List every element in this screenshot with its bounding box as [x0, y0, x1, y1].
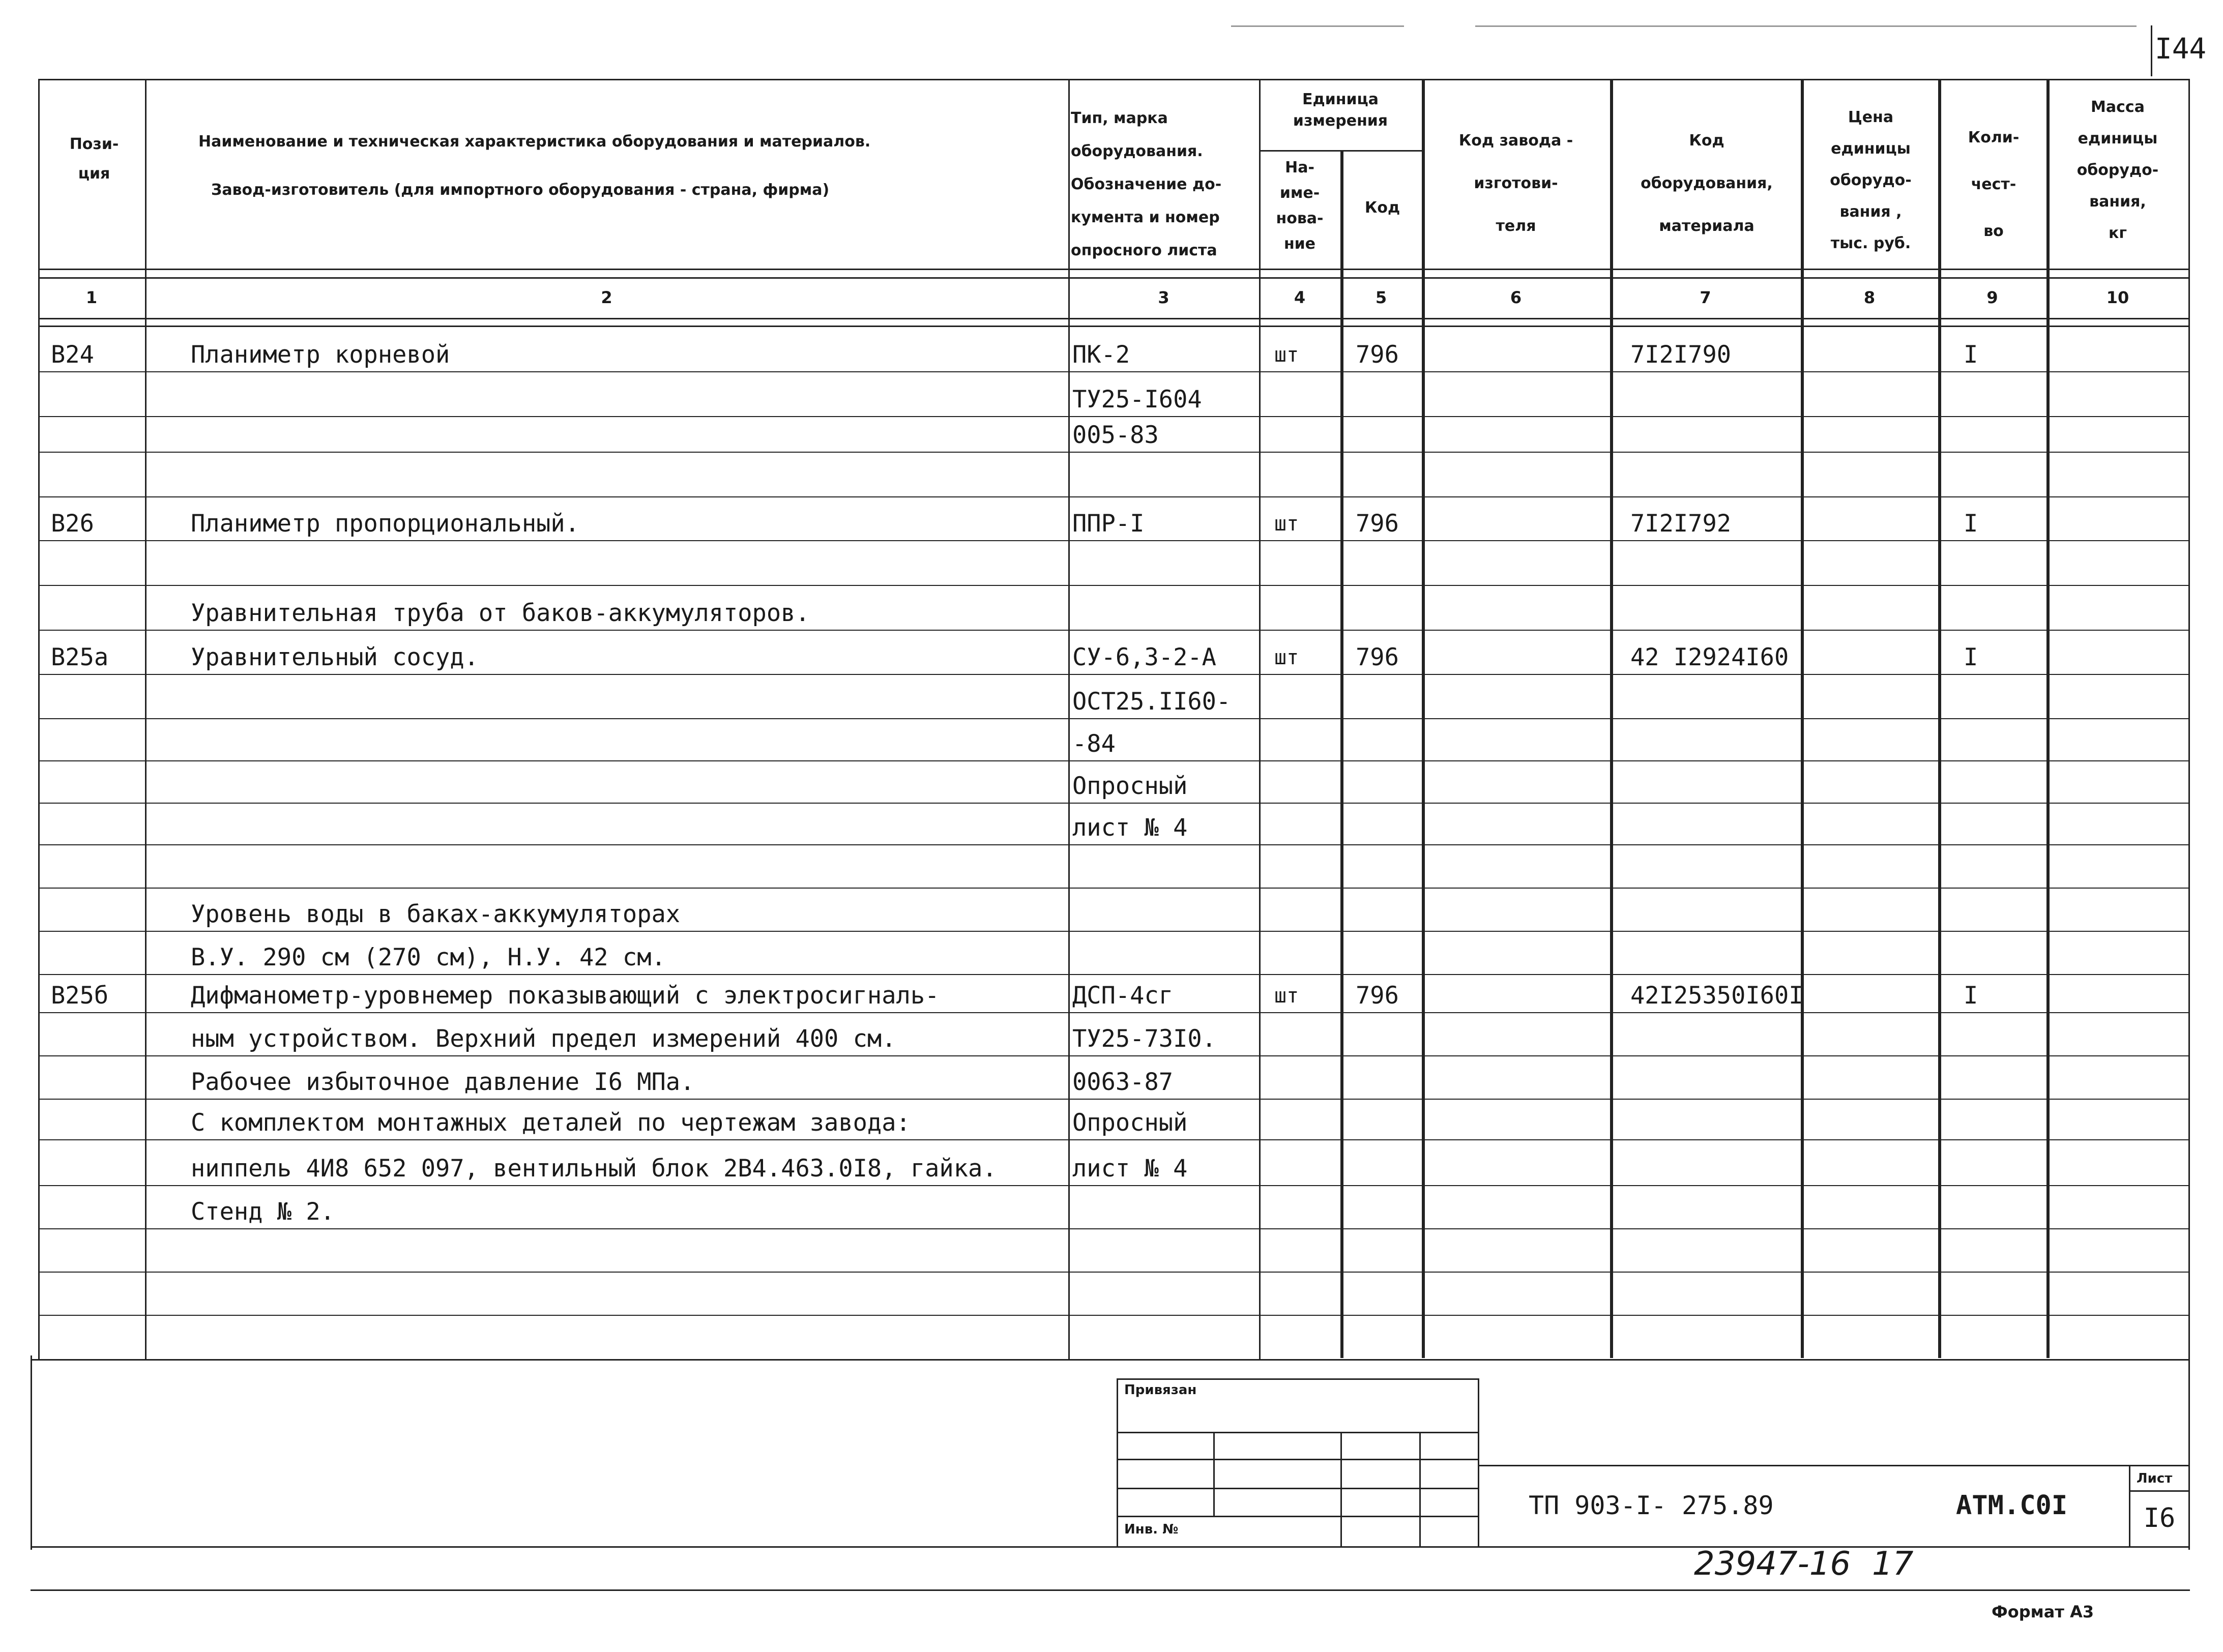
handwritten-archive-number: 23947-16 [1694, 1545, 1851, 1583]
row-divider [38, 674, 2190, 675]
row-divider [38, 416, 2190, 417]
cell-unit-name: шт [1274, 984, 1299, 1008]
cell-name: Рабочее избыточное давление I6 МПа. [191, 1068, 695, 1096]
cell-name: Уравнительный сосуд. [191, 643, 479, 671]
row-divider [38, 718, 2190, 719]
cell-equipment-code: 7I2I790 [1630, 341, 1732, 369]
header-unit-code: Код [1364, 199, 1400, 217]
cell-unit-name: шт [1274, 343, 1299, 367]
cell-type: Опросный [1072, 772, 1188, 800]
cell-position: В26 [51, 510, 94, 538]
header-price: Цена единицы оборудо- вания , тыс. руб. [1830, 108, 1912, 252]
cell-type: ППР-I [1072, 510, 1145, 538]
linked-label: Привязан [1124, 1382, 1197, 1398]
inventory-label: Инв. № [1124, 1522, 1179, 1537]
cell-unit-code: 796 [1356, 643, 1399, 671]
cell-name: С комплектом монтажных деталей по чертежам завода: [191, 1109, 911, 1137]
row-divider [38, 1185, 2190, 1186]
column-number: 10 [2106, 288, 2129, 307]
cell-name: Стенд № 2. [191, 1198, 335, 1226]
cell-quantity: I [1964, 341, 1978, 369]
column-number: 7 [1700, 288, 1711, 307]
row-divider [38, 1272, 2190, 1273]
row-divider [38, 1055, 2190, 1056]
cell-unit-name: шт [1274, 646, 1299, 669]
header-quantity: Коли- чест- во [1968, 129, 2020, 240]
cell-type: СУ-6,3-2-А [1072, 643, 1216, 671]
column-number: 9 [1986, 288, 1998, 307]
row-divider [38, 803, 2190, 804]
row-divider [38, 452, 2190, 453]
page-number: I44 [2155, 33, 2207, 66]
row-divider [38, 540, 2190, 541]
cell-type: лист № 4 [1072, 814, 1188, 842]
row-divider [38, 844, 2190, 845]
cell-unit-name: шт [1274, 512, 1299, 536]
header-unit-group: Единица измерения [1293, 91, 1388, 130]
cell-quantity: I [1964, 643, 1978, 671]
row-divider [38, 1315, 2190, 1316]
cell-type: ДСП-4сг [1072, 982, 1174, 1010]
cell-type: Опросный [1072, 1109, 1188, 1137]
cell-type: ПК-2 [1072, 341, 1130, 369]
cell-type: ТУ25-73I0. [1072, 1025, 1216, 1053]
row-divider [38, 760, 2190, 761]
cell-name: ным устройством. Верхний предел измерений 400 см. [191, 1025, 896, 1053]
row-divider [38, 371, 2190, 372]
column-number: 4 [1294, 288, 1306, 307]
cell-unit-code: 796 [1356, 510, 1399, 538]
cell-name: Планиметр корневой [191, 341, 450, 369]
cell-name: Планиметр пропорциональный. [191, 510, 580, 538]
cell-type: лист № 4 [1072, 1155, 1188, 1183]
column-number: 2 [601, 288, 612, 307]
column-number: 5 [1375, 288, 1387, 307]
header-position: Пози- ция [69, 135, 119, 183]
column-number: 8 [1863, 288, 1876, 307]
row-divider [38, 1012, 2190, 1013]
header-mass: Масса единицы оборудо- вания, кг [2076, 98, 2159, 242]
cell-unit-code: 796 [1356, 982, 1399, 1010]
cell-equipment-code: 42 I2924I60 [1630, 643, 1789, 671]
header-equipment-code: Код оборудования, материала [1641, 132, 1773, 235]
sheet-label: Лист [2137, 1471, 2173, 1486]
row-divider [38, 974, 2190, 975]
cell-position: В25а [51, 643, 109, 671]
row-divider [38, 888, 2190, 889]
cell-type: -84 [1072, 730, 1116, 758]
row-divider [38, 931, 2190, 932]
cell-name: Уравнительная труба от баков-аккумуляторов. [191, 599, 810, 627]
cell-name: В.У. 290 см (270 см), Н.У. 42 см. [191, 943, 666, 971]
cell-type: 0063-87 [1072, 1068, 1174, 1096]
cell-type: 005-83 [1072, 421, 1159, 449]
row-divider [38, 1099, 2190, 1100]
column-number: 3 [1158, 288, 1169, 307]
sheet-number: I6 [2143, 1503, 2176, 1533]
cell-equipment-code: 42I25350I60I [1630, 982, 1803, 1010]
header-manufacturer: Завод-изготовитель (для импортного оборудования - страна, фирма) [211, 181, 830, 199]
handwritten-sheet-number: 17 [1872, 1545, 1914, 1583]
cell-quantity: I [1964, 982, 1978, 1010]
column-number: 6 [1510, 288, 1522, 307]
cell-type: ОСТ25.II60- [1072, 688, 1231, 716]
cell-quantity: I [1964, 510, 1978, 538]
scan-mark [1231, 25, 1404, 27]
cell-name: ниппель 4И8 652 097, вентильный блок 2В4.463.0I8, гайка. [191, 1155, 997, 1183]
cell-name: Дифманометр-уровнемер показывающий с электросигналь- [191, 982, 940, 1010]
header-unit-name: На- име- нова- ние [1276, 159, 1324, 253]
project-number: ТП 903-I- 275.89 [1529, 1491, 1774, 1520]
cell-position: В25б [51, 982, 109, 1010]
scan-mark [1475, 25, 2137, 27]
column-number: 1 [85, 288, 98, 307]
cell-equipment-code: 7I2I792 [1630, 510, 1732, 538]
header-plant-code: Код завода - изготови- теля [1458, 132, 1573, 235]
row-divider [38, 1139, 2190, 1140]
row-divider [38, 630, 2190, 631]
row-divider [38, 496, 2190, 497]
format-label: Формат А3 [1992, 1602, 2094, 1621]
cell-position: В24 [51, 341, 94, 369]
header-name: Наименование и техническая характеристика оборудования и материалов. [198, 133, 871, 151]
row-divider [38, 1228, 2190, 1229]
row-divider [38, 585, 2190, 586]
cell-unit-code: 796 [1356, 341, 1399, 369]
header-type: Тип, марка оборудования. Обозначение до- кумента и номер опросного листа [1071, 109, 1222, 259]
document-code: АТМ.С0I [1956, 1490, 2068, 1521]
cell-name: Уровень воды в баках-аккумуляторах [191, 900, 681, 928]
cell-type: ТУ25-I604 [1072, 386, 1202, 414]
